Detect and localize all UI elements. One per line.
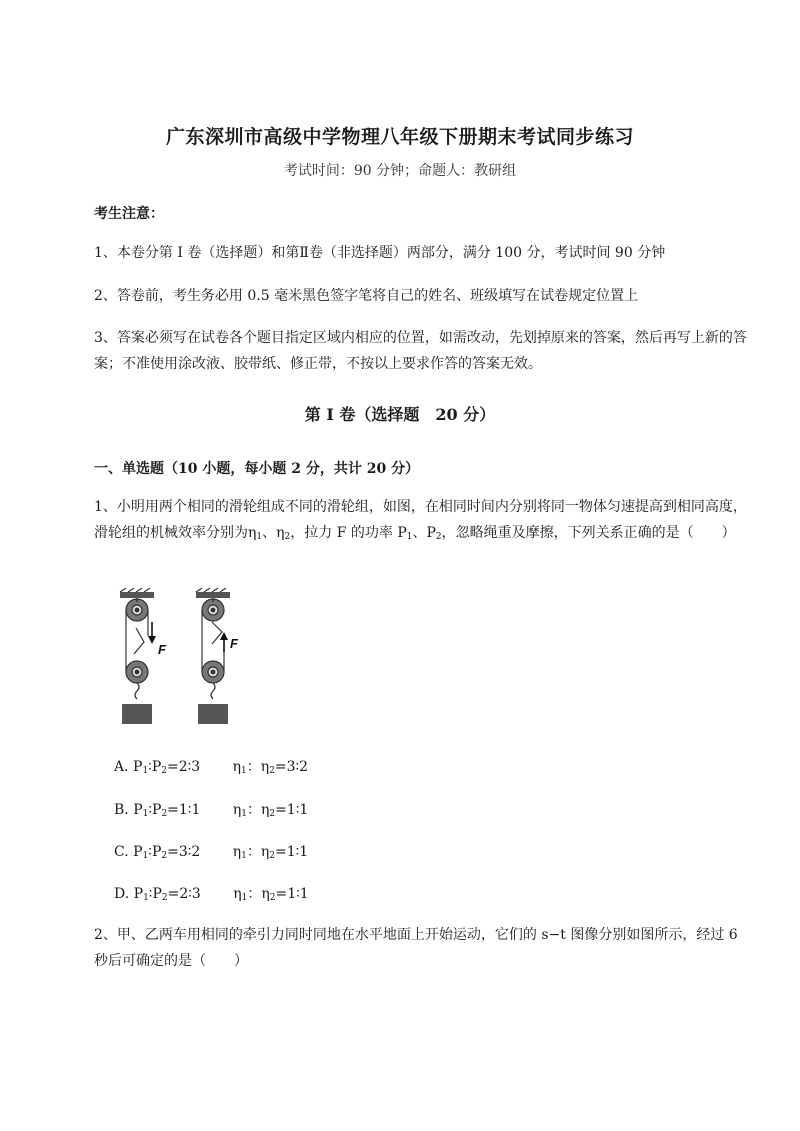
exam-subtitle: 考试时间：90 分钟；命题人：教研组 <box>283 163 517 179</box>
page-title: 广东深圳市高级中学物理八年级下册期末考试同步练习 <box>165 126 634 148</box>
notice-item-3: 3、答案必须写在试卷各个题目指定区域内相应的位置，如需改动，先划掉原来的答案，然后再写上新的答案；不准使用涂改液、胶带纸、修正带，不按以上要求作答的答案无效。 <box>94 330 747 372</box>
option-b[interactable]: B. $P_1∶P_2=1∶1$ $\eta_1$：$\eta_2=1∶1$ <box>114 802 309 819</box>
option-a[interactable]: A. $P_1∶P_2=2∶3$ $\eta_1$：$\eta_2=3∶2$ <box>114 759 309 776</box>
notice-item-2: 2、答卷前，考生务必用 0.5 毫米黑色签字笔将自己的姓名、班级填写在试卷规定位置上 <box>94 288 639 304</box>
notice-item-1: 1、本卷分第 I 卷（选择题）和第Ⅱ卷（非选择题）两部分，满分 100 分，考试时间 90 分钟 <box>94 245 666 261</box>
force-label-left: F <box>158 642 166 657</box>
force-label-right: F <box>230 636 238 651</box>
option-c[interactable]: C. $P_1∶P_2=3∶2$ $\eta_1$：$\eta_2=1∶1$ <box>114 844 309 861</box>
option-d[interactable]: D. $P_1∶P_2=2∶3$ $\eta_1$：$\eta_2=1∶1$ <box>114 886 309 903</box>
pulley-figure <box>112 588 244 730</box>
question-1-stem: 1、小明用两个相同的滑轮组成不同的滑轮组，如图，在相同时间内分别将同一物体匀速提高到相同高度，滑轮组的机械效率分别为$\eta_1$、$\eta_2$，拉力 F 的功率 $P_1$、$P_2$，忽略绳重及摩擦，下列关系正确的是（ ） <box>94 499 747 542</box>
notice-heading: 考生注意： <box>94 206 164 222</box>
part-heading: 一、单选题（10 小题，每小题 2 分，共计 20 分） <box>94 461 420 477</box>
question-2-stem: 2、甲、乙两车用相同的牵引力同时同地在水平地面上开始运动，它们的 s−t 图像分别如图所示，经过 6 秒后可确定的是（ ） <box>94 927 738 969</box>
section-title: 第 I 卷（选择题 20 分） <box>304 405 496 424</box>
